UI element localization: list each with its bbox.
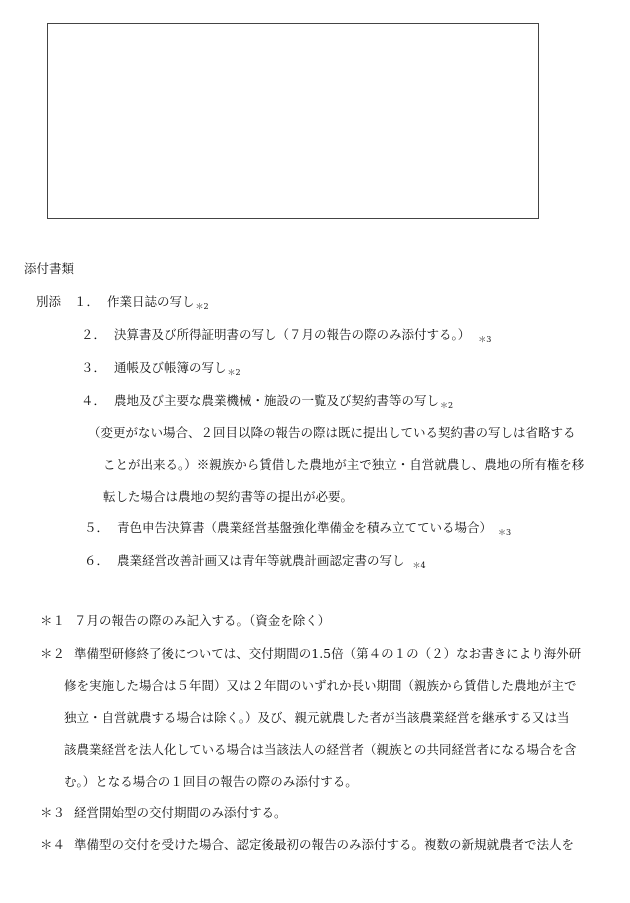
item-note: ＊3 [498, 528, 512, 537]
item-note: ＊3 [478, 335, 492, 344]
footnote-text: 経営開始型の交付期間のみ添付する。 [74, 805, 287, 820]
footnote-mark: ＊３ [40, 805, 66, 820]
item-number: １． [74, 294, 100, 309]
item-note: ＊2 [195, 302, 209, 311]
footnote-3 [40, 807, 287, 820]
item-text: 決算書及び所得証明書の写し（７月の報告の際のみ添付する。） [114, 327, 471, 342]
item-number: ２． [81, 327, 107, 342]
footnote-2-line-4: 該農業経営を法人化している場合は当該法人の経営者（親族との共同経営者になる場合を含 [64, 742, 577, 757]
footnote-mark: ＊２ [40, 646, 66, 661]
item-4-note-line-2: ことが出来る。）※親族から賃借した農地が主で独立・自営就農し、農地の所有権を移 [103, 457, 585, 472]
item-text: 作業日誌の写し [107, 294, 195, 309]
blank-frame [47, 23, 539, 219]
footnote-4 [40, 839, 574, 852]
attachment-item-1 [36, 296, 209, 309]
item-text: 農業経営改善計画又は青年等就農計画認定書の写し [117, 553, 405, 568]
footnote-text: ７月の報告の際のみ記入する。（資金を除く） [74, 613, 331, 628]
item-text: 農地及び主要な農業機械・施設の一覧及び契約書等の写し [114, 393, 440, 408]
attachment-item-5 [84, 522, 511, 535]
item-note: ＊2 [440, 401, 454, 410]
item-number: ５． [84, 520, 110, 535]
item-text: 通帳及び帳簿の写し [114, 360, 227, 375]
item-number: ６． [84, 553, 110, 568]
footnote-mark: ＊１ [40, 613, 66, 628]
footnote-1 [40, 615, 330, 628]
footnote-2 [40, 648, 581, 661]
item-number: ３． [81, 360, 107, 375]
betten-label: 別添 [36, 294, 62, 309]
footnote-2-line-5: む。）となる場合の１回目の報告の際のみ添付する。 [64, 774, 358, 789]
attachment-item-6 [84, 555, 426, 568]
attachment-item-2 [81, 329, 491, 342]
footnote-mark: ＊４ [40, 837, 66, 852]
footnote-text: 準備型研修終了後については、交付期間の1.5倍（第４の１の（２）なお書きにより海外研 [74, 646, 582, 661]
item-4-note-line-3: 転した場合は農地の契約書等の提出が必要。 [103, 489, 354, 504]
section-title: 添付書類 [24, 261, 75, 276]
attachment-item-4 [81, 395, 453, 408]
item-text: 青色申告決算書（農業経営基盤強化準備金を積み立てている場合） [117, 520, 493, 535]
attachment-item-3 [81, 362, 241, 375]
footnote-2-line-3: 独立・自営就農する場合は除く。）及び、親元就農した者が当該農業経営を継承する又は当 [64, 710, 570, 725]
item-number: ４． [81, 393, 107, 408]
footnote-2-line-2: 修を実施した場合は５年間）又は２年間のいずれか長い期間（親族から賃借した農地が主で [64, 678, 577, 693]
item-note: ＊2 [227, 368, 241, 377]
item-4-note-line-1: （変更がない場合、２回目以降の報告の際は既に提出している契約書の写しは省略する [88, 425, 576, 440]
footnote-text: 準備型の交付を受けた場合、認定後最初の報告のみ添付する。複数の新規就農者で法人を [74, 837, 575, 852]
item-note: ＊4 [412, 561, 426, 570]
